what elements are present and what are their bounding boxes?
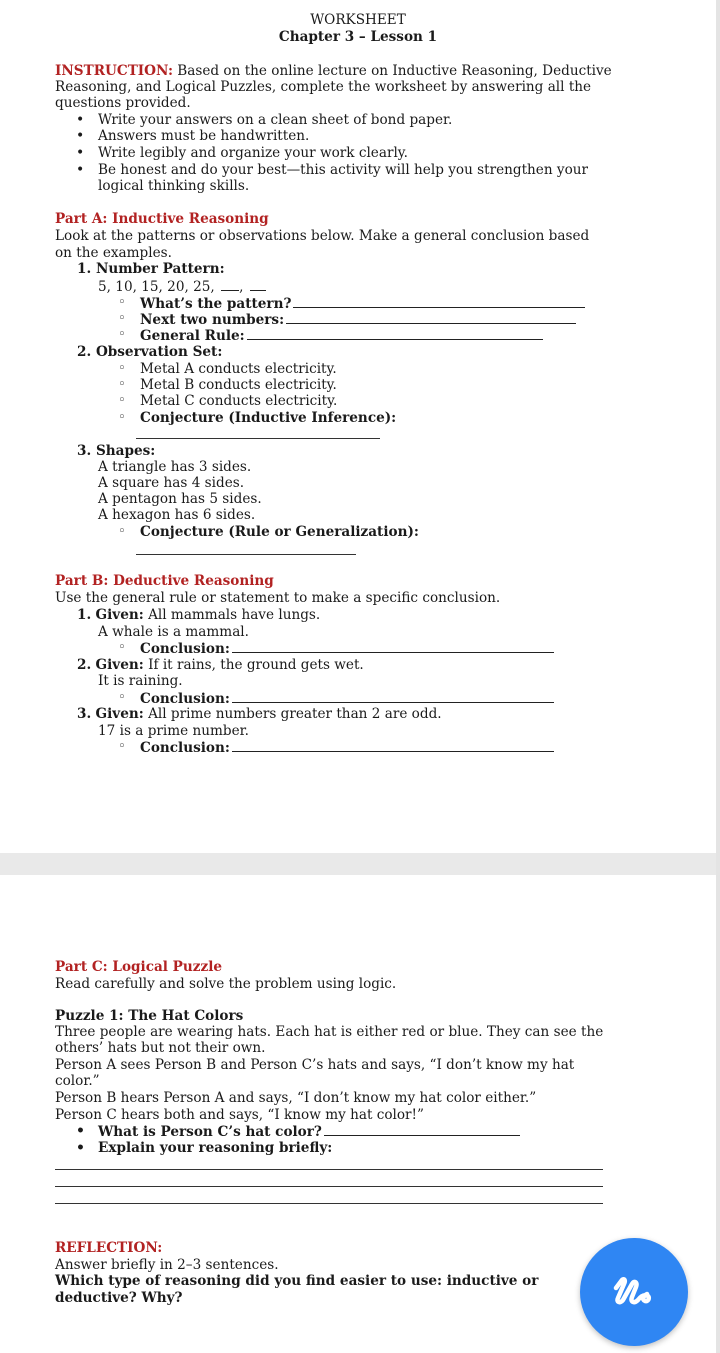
shape-fact: A triangle has 3 sides.	[98, 459, 252, 475]
instruction-text-1: Based on the online lecture on Inductive Reasoning, Deductive	[177, 63, 612, 79]
puzzle-text: color.”	[55, 1073, 100, 1089]
answer-blank	[247, 327, 543, 340]
question-text: What is Person C’s hat color?	[98, 1124, 322, 1140]
question-number: 2.	[77, 344, 92, 360]
conclusion-label: Conclusion:	[140, 641, 230, 657]
prompt-text: Next two numbers:	[140, 312, 285, 328]
question-number: 3.	[77, 443, 92, 459]
scroll-edge	[716, 0, 720, 1353]
question-b2-conclusion	[140, 690, 554, 707]
answer-blank	[250, 278, 266, 291]
part-a-intro-2: on the examples.	[55, 245, 172, 261]
puzzle-text: Person B hears Person A and says, “I don’t know my hat color either.”	[55, 1090, 537, 1106]
question-a1-prompt	[140, 295, 585, 312]
conclusion-label: Conclusion:	[140, 691, 230, 707]
question-number: 3.	[77, 706, 92, 722]
observation-item: ◦ Metal B conducts electricity.	[140, 377, 337, 393]
given-label: Given:	[95, 607, 144, 623]
question-b3-fact: 17 is a prime number.	[98, 723, 249, 739]
conclusion-label: Conclusion:	[140, 740, 230, 756]
question-a2-title	[77, 344, 222, 360]
answer-line	[55, 1169, 603, 1170]
given-label: Given:	[95, 657, 144, 673]
puzzle-text: others’ hats but not their own.	[55, 1040, 266, 1056]
worksheet-title: WORKSHEET	[310, 12, 406, 28]
reflection-question-1: Which type of reasoning did you find easier to use: inductive or	[55, 1273, 539, 1289]
question-b2-fact: It is raining.	[98, 673, 183, 689]
answer-blank	[286, 311, 576, 324]
instruction-bullet: • Write your answers on a clean sheet of bond paper.	[98, 112, 452, 128]
reflection-question-2: deductive? Why?	[55, 1290, 183, 1306]
given-text: All prime numbers greater than 2 are odd.	[148, 706, 442, 722]
question-a1-title	[77, 261, 225, 277]
shape-fact: A square has 4 sides.	[98, 475, 245, 491]
question-a1-prompt	[140, 311, 576, 328]
answer-line	[55, 1186, 603, 1187]
question-title: Shapes:	[95, 443, 156, 459]
part-b-intro: Use the general rule or statement to make a specific conclusion.	[55, 590, 501, 606]
answer-blank	[232, 739, 554, 752]
part-a-intro-1: Look at the patterns or observations below. Make a general conclusion based	[55, 228, 590, 244]
question-b1-fact: A whale is a mammal.	[98, 624, 249, 640]
instruction-bullet: • Write legibly and organize your work clearly.	[98, 145, 408, 161]
instruction-line-1	[55, 63, 612, 79]
answer-blank	[293, 295, 585, 308]
part-c-intro: Read carefully and solve the problem using logic.	[55, 976, 397, 992]
part-a-heading: Part A: Inductive Reasoning	[55, 211, 269, 227]
given-text: All mammals have lungs.	[148, 607, 321, 623]
question-title: Observation Set:	[95, 344, 223, 360]
instruction-line-3: questions provided.	[55, 95, 191, 111]
instruction-bullet: • Answers must be handwritten.	[98, 128, 309, 144]
question-number: 2.	[77, 657, 92, 673]
given-label: Given:	[95, 706, 144, 722]
shape-fact: A pentagon has 5 sides.	[98, 491, 262, 507]
chapter-subtitle: Chapter 3 – Lesson 1	[278, 29, 438, 45]
question-title: Number Pattern:	[95, 261, 225, 277]
answer-line	[55, 1203, 603, 1204]
question-b3-conclusion	[140, 739, 554, 756]
sequence-separator: ,	[239, 279, 244, 295]
question-number: 1.	[77, 261, 92, 277]
reflection-heading: REFLECTION:	[55, 1240, 163, 1256]
question-b3-given	[77, 706, 442, 722]
answer-blank	[232, 690, 554, 703]
part-c-heading: Part C: Logical Puzzle	[55, 959, 223, 975]
question-b1-conclusion	[140, 640, 554, 657]
shape-fact: A hexagon has 6 sides.	[98, 507, 256, 523]
question-b1-given	[77, 607, 320, 623]
question-a1-prompt	[140, 327, 543, 344]
instruction-line-2: Reasoning, and Logical Puzzles, complete the worksheet by answering all the	[55, 79, 592, 95]
instruction-bullet-continued: logical thinking skills.	[98, 178, 250, 194]
sequence-text: 5, 10, 15, 20, 25,	[98, 279, 215, 295]
question-a3-prompt: ◦ Conjecture (Rule or Generalization):	[140, 524, 419, 540]
prompt-text: What’s the pattern?	[140, 296, 292, 312]
number-sequence	[98, 278, 266, 295]
instruction-label: INSTRUCTION:	[55, 63, 173, 79]
answer-line	[136, 438, 380, 439]
puzzle-question-2: • Explain your reasoning briefly:	[98, 1140, 332, 1156]
answer-blank	[221, 278, 239, 291]
puzzle-title: Puzzle 1: The Hat Colors	[55, 1008, 244, 1024]
part-b-heading: Part B: Deductive Reasoning	[55, 573, 274, 589]
puzzle-text: Person A sees Person B and Person C’s hats and says, “I don’t know my hat	[55, 1057, 575, 1073]
scribble-icon	[606, 1264, 662, 1320]
prompt-text: General Rule:	[140, 328, 245, 344]
question-number: 1.	[77, 607, 92, 623]
question-b2-given	[77, 657, 364, 673]
question-a3-title	[77, 443, 155, 459]
given-text: If it rains, the ground gets wet.	[148, 657, 364, 673]
answer-blank	[324, 1123, 520, 1136]
answer-line	[136, 554, 356, 555]
observation-item: ◦ Metal C conducts electricity.	[140, 393, 337, 409]
question-a2-prompt: ◦ Conjecture (Inductive Inference):	[140, 410, 396, 426]
puzzle-question-1	[98, 1123, 520, 1140]
instruction-bullet: • Be honest and do your best—this activity will help you strengthen your	[98, 162, 588, 178]
puzzle-text: Person C hears both and says, “I know my hat color!”	[55, 1107, 424, 1123]
annotate-button[interactable]	[580, 1238, 688, 1346]
puzzle-text: Three people are wearing hats. Each hat is either red or blue. They can see the	[55, 1024, 604, 1040]
reflection-instruction: Answer briefly in 2–3 sentences.	[55, 1257, 279, 1273]
observation-item: ◦ Metal A conducts electricity.	[140, 361, 337, 377]
answer-blank	[232, 640, 554, 653]
